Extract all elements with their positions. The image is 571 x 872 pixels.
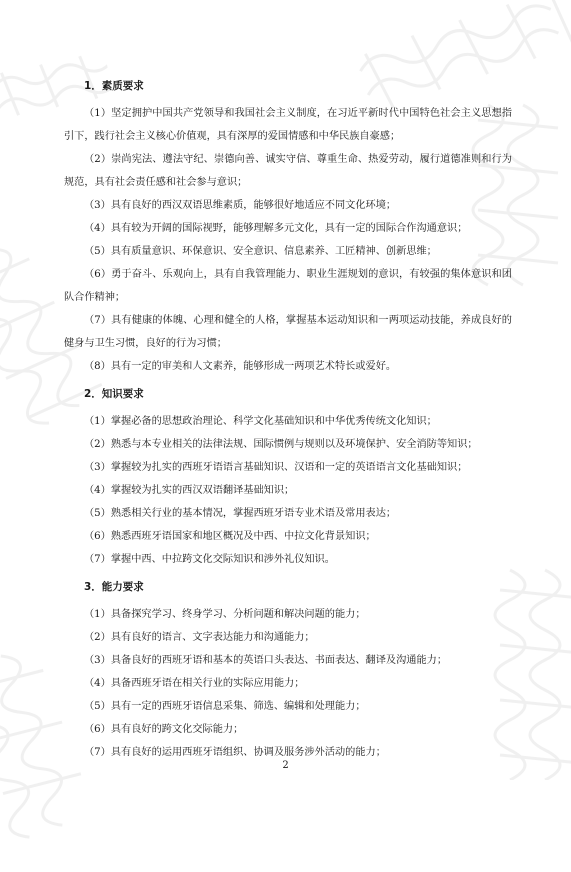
list-item: （7）具有良好的运用西班牙语组织、协调及服务涉外活动的能力； <box>84 747 386 758</box>
list-item: （5）具有一定的西班牙语信息采集、筛选、编辑和处理能力； <box>84 701 366 712</box>
list-item: （6）熟悉西班牙语国家和地区概况及中西、中拉文化背景知识； <box>84 531 376 542</box>
list-item: （3）具备良好的西班牙语和基本的英语口头表达、书面表达、翻译及沟通能力； <box>84 655 448 666</box>
section-ability-requirements <box>64 579 512 764</box>
section-heading: 3．能力要求 <box>84 581 144 593</box>
list-item: （1）具备探究学习、终身学习、分析问题和解决问题的能力； <box>84 609 366 620</box>
section-quality-requirements <box>64 78 512 378</box>
list-item: （4）具备西班牙语在相关行业的实际应用能力； <box>84 678 305 689</box>
section-heading: 2．知识要求 <box>84 388 144 400</box>
document-body <box>64 78 512 764</box>
list-item: （6）勇于奋斗、乐观向上，具有自我管理能力、职业生涯规划的意识，有较强的集体意识和团队合作精神； <box>64 269 512 303</box>
list-item: （3）掌握较为扎实的西班牙语语言基础知识、汉语和一定的英语语言文化基础知识； <box>84 462 468 473</box>
list-item: （5）具有质量意识、环保意识、安全意识、信息素养、工匠精神、创新思维； <box>84 246 437 257</box>
list-item: （4）掌握较为扎实的西汉双语翻译基础知识； <box>84 485 295 496</box>
list-item: （3）具有良好的西汉双语思维素质，能够很好地适应不同文化环境； <box>84 200 397 211</box>
list-item: （6）具有良好的跨文化交际能力； <box>84 724 244 735</box>
list-item: （8）具有一定的审美和人文素养，能够形成一两项艺术特长或爱好。 <box>84 361 397 372</box>
list-item: （2）熟悉与本专业相关的法律法规、国际惯例与规则以及环境保护、安全消防等知识； <box>84 439 478 450</box>
list-item: （7）掌握中西、中拉跨文化交际知识和涉外礼仪知识。 <box>84 554 335 565</box>
list-item: （2）崇尚宪法、遵法守纪、崇德向善、诚实守信、尊重生命、热爱劳动，履行道德准则和行为规范，具有社会责任感和社会参与意识； <box>64 154 512 188</box>
list-item: （1）坚定拥护中国共产党领导和我国社会主义制度，在习近平新时代中国特色社会主义思想指引下，践行社会主义核心价值观，具有深厚的爱国情感和中华民族自豪感； <box>64 108 512 142</box>
section-heading: 1．素质要求 <box>84 80 144 92</box>
list-item: （5）熟悉相关行业的基本情况，掌握西班牙语专业术语及常用表达； <box>84 508 397 519</box>
list-item: （7）具有健康的体魄、心理和健全的人格，掌握基本运动知识和一两项运动技能，养成良好的健身与卫生习惯，良好的行为习惯； <box>64 315 512 349</box>
list-item: （4）具有较为开阔的国际视野，能够理解多元文化，具有一定的国际合作沟通意识； <box>84 223 468 234</box>
page-number: 2 <box>282 760 289 771</box>
section-knowledge-requirements <box>64 386 512 571</box>
list-item: （1）掌握必备的思想政治理论、科学文化基础知识和中华优秀传统文化知识； <box>84 416 437 427</box>
list-item: （2）具有良好的语言、文字表达能力和沟通能力； <box>84 632 315 643</box>
